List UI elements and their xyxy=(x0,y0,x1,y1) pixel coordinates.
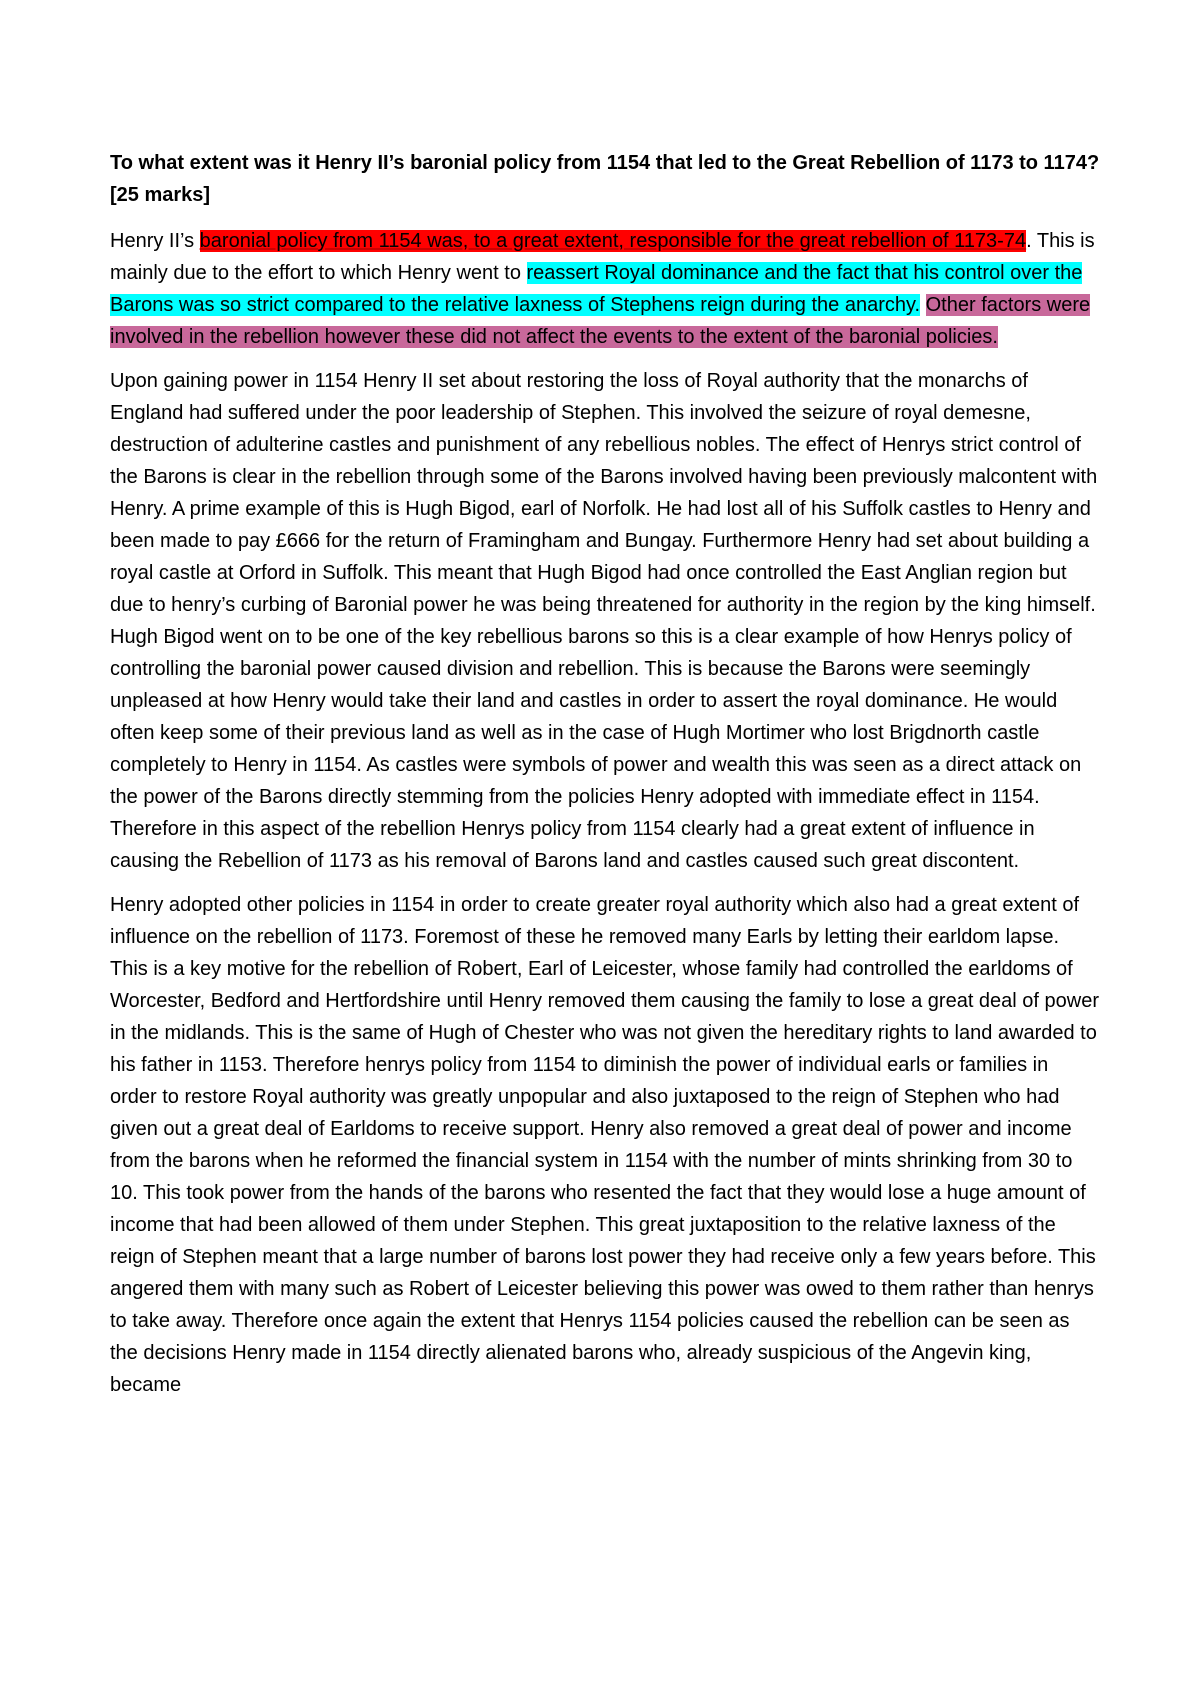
essay-question-title: To what extent was it Henry II’s baronial policy from 1154 that led to the Great Rebellion of 1173 to 1174? [25 marks] xyxy=(110,152,1100,206)
body-paragraph-3: Henry adopted other policies in 1154 in order to create greater royal authority which also had a great extent of influence on the rebellion of 1173. Foremost of these he removed many Earls by letting their earldom lapse. This is a key motive for the rebellion of Robert, Earl of Leicester, whose family had controlled the earldoms of Worcester, Bedford and Hertfordshire until Henry removed them causing the family to lose a great deal of power in the midlands. This is the same of Hugh of Chester who was not given the hereditary rights to land awarded to his father in 1153. Therefore henrys policy from 1154 to diminish the power of individual earls or families in order to restore Royal authority was greatly unpopular and also juxtaposed to the reign of Stephen who had given out a great deal of Earldoms to receive support. Henry also removed a great deal of power and income from the barons when he reformed the financial system in 1154 with the number of mints shrinking from 30 to 10. This took power from the hands of the barons who resented the fact that they would lose a huge amount of income that had been allowed of them under Stephen. This great juxtaposition to the relative laxness of the reign of Stephen meant that a large number of barons lost power they had receive only a few years before. This angered them with many such as Robert of Leicester believing this power was owed to them rather than henrys to take away. Therefore once again the extent that Henrys 1154 policies caused the rebellion can be seen as the decisions Henry made in 1154 directly alienated barons who, already suspicious of the Angevin king, became xyxy=(110,894,1100,1396)
intro-paragraph xyxy=(110,225,1100,353)
reason-highlight: reassert Royal dominance and the fact that his control over the Barons was so strict compared to the relative laxness of Stephens reign during the anarchy. xyxy=(110,262,1083,316)
intro-connector-text: . This is mainly due to the effort to which Henry went to xyxy=(110,230,1095,284)
intro-lead-text: Henry II’s xyxy=(110,230,200,252)
document-page xyxy=(110,147,1100,1413)
counter-argument-highlight: Other factors were involved in the rebellion however these did not affect the events to the extent of the baronial policies. xyxy=(110,294,1091,348)
intro-spacer xyxy=(920,294,926,316)
body-paragraph-2: Upon gaining power in 1154 Henry II set about restoring the loss of Royal authority that the monarchs of England had suffered under the poor leadership of Stephen. This involved the seizure of royal demesne, destruction of adulterine castles and punishment of any rebellious nobles. The effect of Henrys strict control of the Barons is clear in the rebellion through some of the Barons involved having been previously malcontent with Henry. A prime example of this is Hugh Bigod, earl of Norfolk. He had lost all of his Suffolk castles to Henry and been made to pay £666 for the return of Framingham and Bungay. Furthermore Henry had set about building a royal castle at Orford in Suffolk. This meant that Hugh Bigod had once controlled the East Anglian region but due to henry’s curbing of Baronial power he was being threatened for authority in the region by the king himself. Hugh Bigod went on to be one of the key rebellious barons so this is a clear example of how Henrys policy of controlling the baronial power caused division and rebellion. This is because the Barons were seemingly unpleased at how Henry would take their land and castles in order to assert the royal dominance. He would often keep some of their previous land as well as in the case of Hugh Mortimer who lost Brigdnorth castle completely to Henry in 1154. As castles were symbols of power and wealth this was seen as a direct attack on the power of the Barons directly stemming from the policies Henry adopted with immediate effect in 1154. Therefore in this aspect of the rebellion Henrys policy from 1154 clearly had a great extent of influence in causing the Rebellion of 1173 as his removal of Barons land and castles caused such great discontent. xyxy=(110,370,1098,872)
thesis-highlight: baronial policy from 1154 was, to a great extent, responsible for the great rebellion of 1173-74 xyxy=(199,230,1027,252)
